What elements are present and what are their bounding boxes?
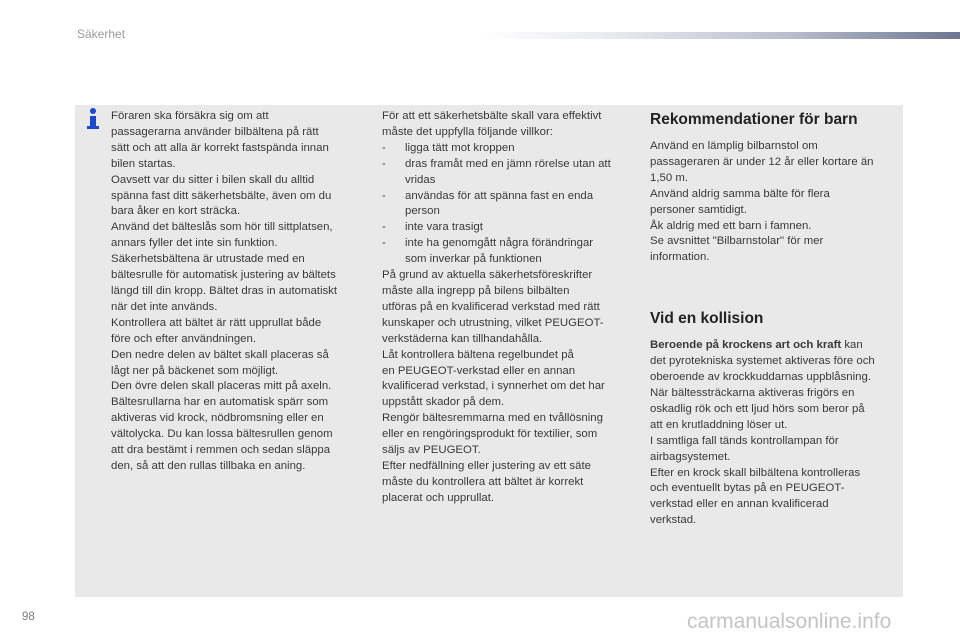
collision-text (650, 354, 900, 529)
text-line: bältesrulle för automatisk justering av bältets (111, 269, 336, 282)
list-item (382, 157, 632, 189)
text-line: lågt ner på bäckenet som möjligt. (111, 364, 279, 377)
text-line: annars fyller det inte sin funktion. (111, 237, 278, 250)
text-line: För att ett säkerhetsbälte skall vara effektivt (382, 110, 602, 122)
text-line: I samtliga fall tänds kontrollampan för (650, 434, 839, 447)
text-line: eller en rengöringsprodukt för textilier, som (382, 428, 598, 441)
list-item-text: inte ha genomgått några förändringar (405, 237, 594, 250)
children-text (650, 139, 900, 266)
list-item-text: inte vara trasigt (405, 221, 483, 234)
text-line: verkstad. (650, 514, 697, 527)
text-line: Rengör bältesremmarna med en tvållösning (382, 412, 603, 425)
info-icon (86, 108, 100, 130)
watermark: carmanualsonline.info (687, 610, 892, 633)
text-line: aktiveras vid krock, nödbromsning eller en (111, 412, 324, 425)
text-line: Den nedre delen av bältet skall placeras så (111, 348, 329, 361)
text-line: oskadlig rök och ett ljud hörs som beror på (650, 402, 865, 415)
text-line: Använd det bälteslås som hör till sittplatsen, (111, 221, 333, 234)
text-line: och eventuellt bytas på en PEUGEOT- (650, 482, 845, 495)
text-line: det pyrotekniska systemet aktiveras före och (650, 355, 875, 368)
text-line: sätt och att alla är korrekt fastspända innan (111, 141, 329, 154)
text-line: längd till din kropp. Bältet dras in automatiskt (111, 284, 338, 297)
list-dash: - (382, 221, 386, 234)
seatbelt-info-column (111, 109, 359, 475)
text-line: 1,50 m. (650, 171, 688, 184)
list-item-text: användas för att spänna fast en enda (405, 189, 594, 202)
text-line: airbagsystemet. (650, 450, 731, 463)
text-line: utföras på en kvalificerad verkstad med rätt (382, 300, 600, 313)
list-item-text: ligga tätt mot kroppen (405, 141, 515, 154)
text-line: bara åker en kort sträcka. (111, 205, 241, 218)
list-item-text: dras framåt med en jämn rörelse utan att (405, 157, 611, 170)
conditions-list (382, 141, 632, 268)
list-item (382, 141, 632, 157)
collision-lead-line (650, 338, 900, 354)
list-item-text: som inverkar på funktionen (405, 253, 542, 266)
text-line: Åk aldrig med ett barn i famnen. (650, 219, 812, 232)
list-item-text: vridas (405, 173, 436, 186)
text-line: information. (650, 251, 710, 264)
list-item (382, 189, 632, 221)
text-line: personer samtidigt. (650, 203, 747, 216)
text-line: den, så att den rullas tillbaka en aning. (111, 459, 306, 472)
page-number: 98 (22, 611, 35, 623)
list-item (382, 220, 632, 236)
collision-heading: Vid en kollision (650, 310, 764, 328)
text-line: före och efter användningen. (111, 332, 257, 345)
text-line: måste du kontrollera att bältet är korrekt (382, 475, 584, 488)
text-line: verkstäderna kan tillhandahålla. (382, 332, 543, 345)
text-line: Använd aldrig samma bälte för flera (650, 187, 830, 200)
text-line: uppstått skador på dem. (382, 396, 505, 409)
children-heading: Rekommendationer för barn (650, 111, 858, 128)
collision-lead-rest: kan (841, 339, 863, 352)
conditions-body (382, 268, 632, 507)
text-line: Oavsett var du sitter i bilen skall du alltid (111, 173, 315, 186)
text-line: att dra bestämt i remmen och sedan släppa (111, 444, 331, 457)
text-line: passageraren är under 12 år eller kortare än (650, 155, 874, 168)
text-line: Säkerhetsbältena är utrustade med en (111, 253, 305, 266)
text-line: passagerarna använder bilbältena på rätt (111, 125, 319, 138)
list-dash: - (382, 237, 386, 250)
text-line: Låt kontrollera bältena regelbundet på (382, 348, 574, 361)
text-line: spänna fast ditt säkerhetsbälte, även om du (111, 189, 332, 202)
text-line: kunskaper och utrustning, vilket PEUGEOT- (382, 316, 604, 329)
text-line: bilen startas. (111, 157, 176, 170)
text-line: säljs av PEUGEOT. (382, 444, 481, 457)
text-line: Bältesrullarna har en automatisk spärr som (111, 396, 329, 409)
conditions-intro (382, 109, 632, 141)
text-line: placerat och upprullat. (382, 491, 495, 504)
seatbelt-conditions-column (382, 109, 632, 507)
text-line: Efter en krock skall bilbältena kontrolleras (650, 466, 861, 479)
list-dash: - (382, 157, 386, 170)
text-line: Efter nedfällning eller justering av ett säte (382, 459, 591, 472)
list-item (382, 236, 632, 268)
text-line: kvalificerad verkstad, i synnerhet om det har (382, 380, 605, 393)
text-line: På grund av aktuella säkerhetsföreskrifter (382, 269, 593, 282)
list-dash: - (382, 189, 386, 202)
text-line: Kontrollera att bältet är rätt upprullat både (111, 316, 322, 329)
text-line: vältolycka. Du kan lossa bältesrullen genom (111, 428, 333, 441)
children-collision-column (650, 109, 900, 529)
text-line: När bältessträckarna aktiveras frigörs en (650, 386, 855, 399)
text-line: Den övre delen skall placeras mitt på axeln. (111, 380, 332, 393)
section-title: Säkerhet (77, 27, 126, 41)
list-dash: - (382, 141, 386, 154)
text-line: Använd en lämplig bilbarnstol om (650, 140, 818, 152)
text-line: Föraren ska försäkra sig om att (111, 110, 269, 122)
text-line: att en krutladdning löser ut. (650, 418, 788, 431)
text-line: måste det uppfylla följande villkor: (382, 125, 553, 138)
text-line: Se avsnittet "Bilbarnstolar" för mer (650, 235, 824, 248)
text-line: en PEUGEOT-verkstad eller en annan (382, 364, 576, 377)
list-item-text: person (405, 205, 440, 218)
header-gradient-bar (478, 32, 960, 39)
text-line: måste alla ingrepp på bilens bilbälten (382, 284, 570, 297)
text-line: när det inte används. (111, 300, 218, 313)
text-line: verkstad eller en annan kvalificerad (650, 498, 829, 511)
collision-lead-bold: Beroende på krockens art och kraft (650, 339, 842, 352)
text-line: oberoende av krockkuddarnas uppblåsning. (650, 371, 872, 384)
